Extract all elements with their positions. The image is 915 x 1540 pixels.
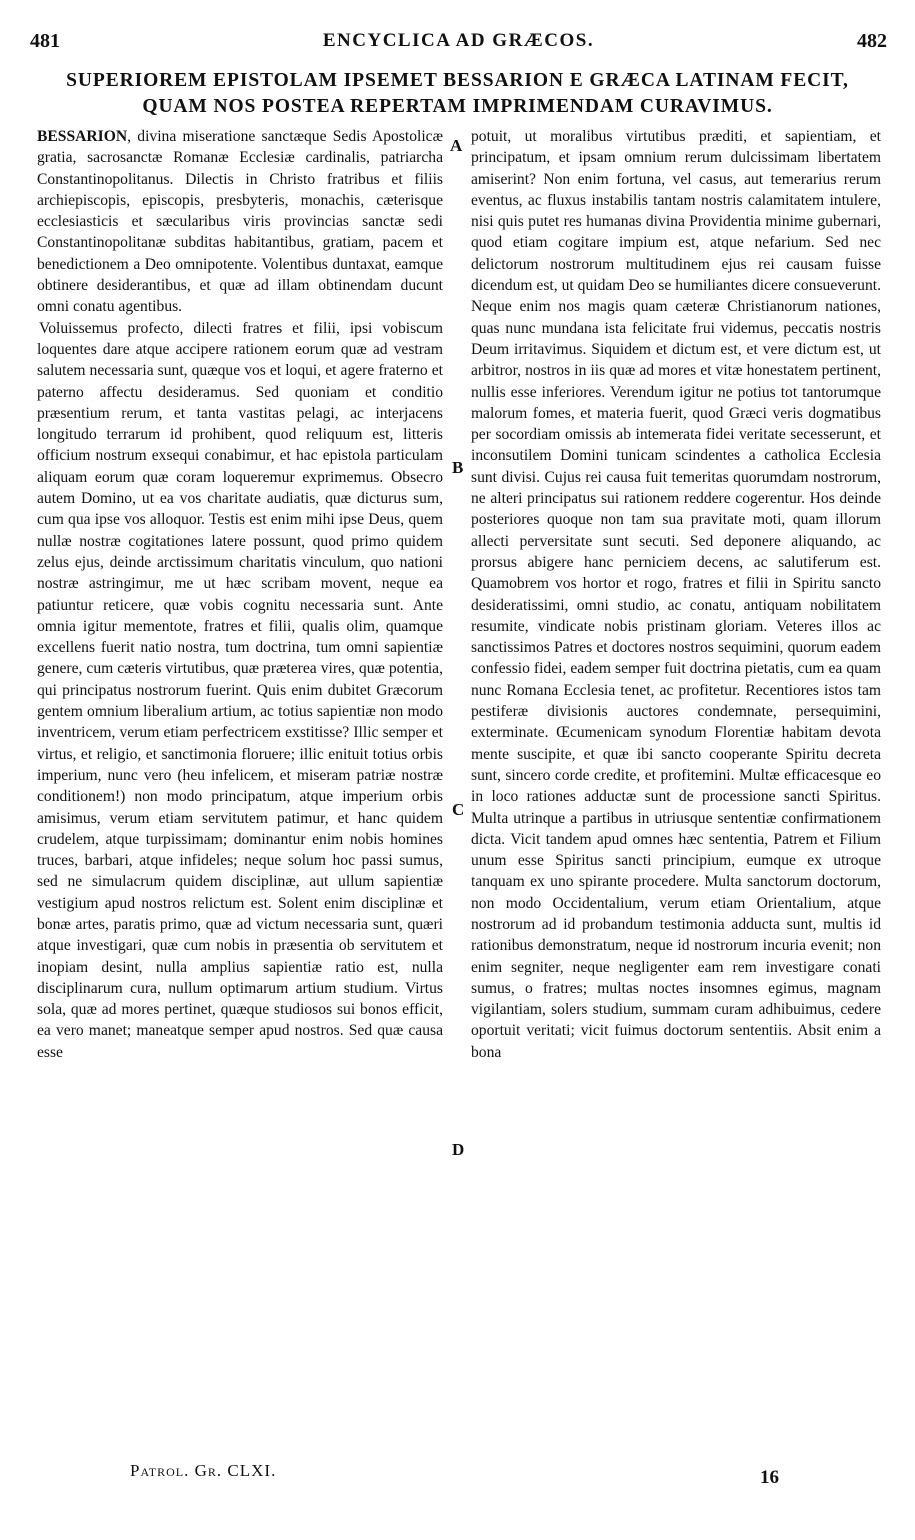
- margin-letter-b: B: [452, 458, 464, 477]
- left-paragraph-1: BESSARION, divina miseratione sanctæque Sedis Apostolicæ gratia, sacrosanctæ Romanæ Ecclesiæ cardinalis, patriarcha Constantinopolitanus. Dilectis in Christo fratribus et filiis archiepiscopis, episcopis, presbyteris, monachis, cæterisque ecclesiasticis et sæcularibus viris provincias sanctæ sedi Constantinopolitanæ subditas habitantibus, gratiam, pacem et benedictionem a Deo omnipotente. Volentibus duntaxat, eamque obtinere desiderantibus, et quæ ad illam obtinendam ducunt omni conatu agentibus.: [37, 128, 443, 316]
- right-paragraph-1: potuit, ut moralibus virtutibus præditi, et sapientiam, et principatum, et ipsam omnium rerum dulcissimam libertatem amiserint? Non enim fortuna, vel casus, aut temerarius rerum eventus, ac fluxus instabilis tantam nostris calamitatem intulere, nisi quis putet res humanas divina Providentia minime gubernari, quod etiam cogitare impium est, atque nefarium. Sed nec delictorum nostrorum multitudinem ejus rei causam fuisse dicendum est, ut quidam Deo se humiliantes dicere consueverunt. Neque enim nos magis quam cæteræ Christianorum nationes, quas nunc mundana ista felicitate frui videmus, peccatis nostris Deum irritavimus. Siquidem et dictum est, et vere dictum est, ut arbitror, nostros in iis quæ ad mores et vitæ honestatem pertinent, nullis esse inferiores. Verendum igitur ne potius tot tantorumque malorum fomes, et materia fuerit, quod Græci veris dogmatibus per socordiam omissis ab intemerata fidei veritate secesserunt, et inconsutilem Domini tunicam scindentes a catholica Ecclesia sunt divisi. Cujus rei causa fuit temeritas quorumdam nostrorum, ne alteri principatus sui rationem reddere cogerentur. Hos deinde posteriores quoque non tam sua pravitate moti, quam illorum allecti perversitate sunt secuti. Sed deponere aliquando, ac prorsus abigere hanc perniciem decens, ac salutiferum est. Quamobrem vos hortor et rogo, fratres et filii in Spiritu sancto desideratissimi, omni studio, ac conatu, antiquam nobilitatem resumite, vindicate nobis pristinam gloriam. Veteres illos ac sanctissimos Patres et doctores nostros sequimini, quorum eadem confessio fidei, eadem semper fuit doctrina pietatis, cum ea quam nunc Romana Ecclesia tenet, ac profitetur. Recentiores istos tam pestiferæ divisionis auctores condemnate, persequimini, exterminate. Œcumenicam synodum Florentiæ habitam devota mente suscipite, et quæ ibi sancto cooperante Spiritu decreta sunt, sincero corde credite, et profitemini. Multæ efficacesque eo in loco rationes adductæ sunt de processione sancti Spiritus. Multa utrinque a partibus in utriusque sententiæ confirmationem dicta. Vicit tandem apud omnes hæc sententia, Patrem et Filium unum esse Spiritus sancti principium, eumque ex utroque tanquam ex uno spirante procedere. Multa sanctorum doctorum, non modo Occidentalium, verum etiam Orientalium, atque nostrorum ad id probandum testimonia adducta sunt, multis id rationibus demonstratum, neque id nostrorum incuria evenit; non enim segniter, neque negligenter eam rem investigare conati sumus, o fratres; multas noctes insomnes egimus, magnam vigilantiam, solers studium, summam curam adhibuimus, cedere oportuit veritati; vicit fuimus doctorum sententiis. Absit enim a bona: [471, 128, 881, 1061]
- left-page-number: 481: [30, 30, 60, 52]
- margin-letter-a: A: [450, 136, 463, 155]
- margin-letter-c: C: [452, 800, 465, 819]
- heading-line-2: QUAM NOS POSTEA REPERTAM IMPRIMENDAM CURAVIMUS.: [142, 96, 773, 117]
- running-head: [30, 30, 887, 56]
- left-column: [37, 126, 443, 1063]
- right-column: [471, 126, 881, 1063]
- margin-letter-d: D: [452, 1140, 465, 1159]
- left-paragraph-2: Voluissemus profecto, dilecti fratres et filii, ipsi vobiscum loquentes dare atque accipere rationem eorum quæ ad vestram salutem necessaria sunt, quæque vos et loqui, et agere fraterno et paterno affectu desideramus. Sed quoniam et conditio præsentium rerum, et tanta vastitas pelagi, ac interjacens longitudo terrarum id prohibent, quod reliquum est, litteris officium nostrum exsequi conabimur, et hac epistola particulam aliquam eorum quæ coram loqueremur exprimemus. Obsecro autem Domino, ut ea vos charitate audiatis, quæ dicturus sum, cum qua ipse vos alloquor. Testis est enim mihi ipse Deus, quem nullæ nostræ cogitationes latere possunt, quod primo quidem zelus ejus, deinde arctissimum charitatis vinculum, quo nationi nostræ astringimur, me ut hæc scribam movent, neque ea patiuntur reticere, quæ vobis cognitu necessaria sunt. Ante omnia igitur mementote, fratres et filii, qualis olim, quamque excellens fuerit natio nostra, tum doctrina, tum omni sapientiæ genere, cum cæteris virtutibus, quæ præterea vires, quæ potentia, qui principatus nostrorum fuerint. Quis enim dubitet Græcorum gentem omnium liberalium artium, ac totius sapientiæ non modo inventricem, verum etiam perfectricem exstitisse? Illic semper et virtus, et religio, et sanctimonia floruere; illic enituit totius orbis imperium, nunc vero (heu infelicem, et miseram patriæ nostræ conditionem!) non modo principatum, atque imperium orbis amisimus, verum etiam servitutem patimur, et hanc quidem crudelem, atque turpissimam; dominantur enim nobis homines truces, barbari, atque infideles; neque solum hoc passi sumus, sed ne simulacrum quidem disciplinæ, aut ullum sapientiæ vestigium apud nostros relictum est. Solent enim disciplinæ et bonæ artes, paratis primo, quæ ad victum necessaria sunt, quæri atque investigari, quæ cum nobis in præsentia ob servitutem et inopiam desint, nulla amplius sapientiæ ratio est, nulla disciplinarum cura, nullum optimarum artium studium. Virtus sola, quæ ad mores pertinet, quæque studiosos sui bonos efficit, ea vero manet; maneatque semper apud nostros. Sed quæ causa esse: [37, 319, 443, 1061]
- running-title: ENCYCLICA AD GRÆCOS.: [322, 30, 595, 51]
- right-page-number: 482: [857, 30, 887, 52]
- sheet-number: 16: [760, 1467, 779, 1488]
- section-heading: [40, 68, 875, 120]
- heading-line-1: SUPERIOREM EPISTOLAM IPSEMET BESSARION E GRÆCA LATINAM FECIT,: [66, 70, 849, 91]
- opening-word: BESSARION: [37, 128, 128, 145]
- signature-mark: Patrol. Gr. CLXI.: [130, 1461, 277, 1480]
